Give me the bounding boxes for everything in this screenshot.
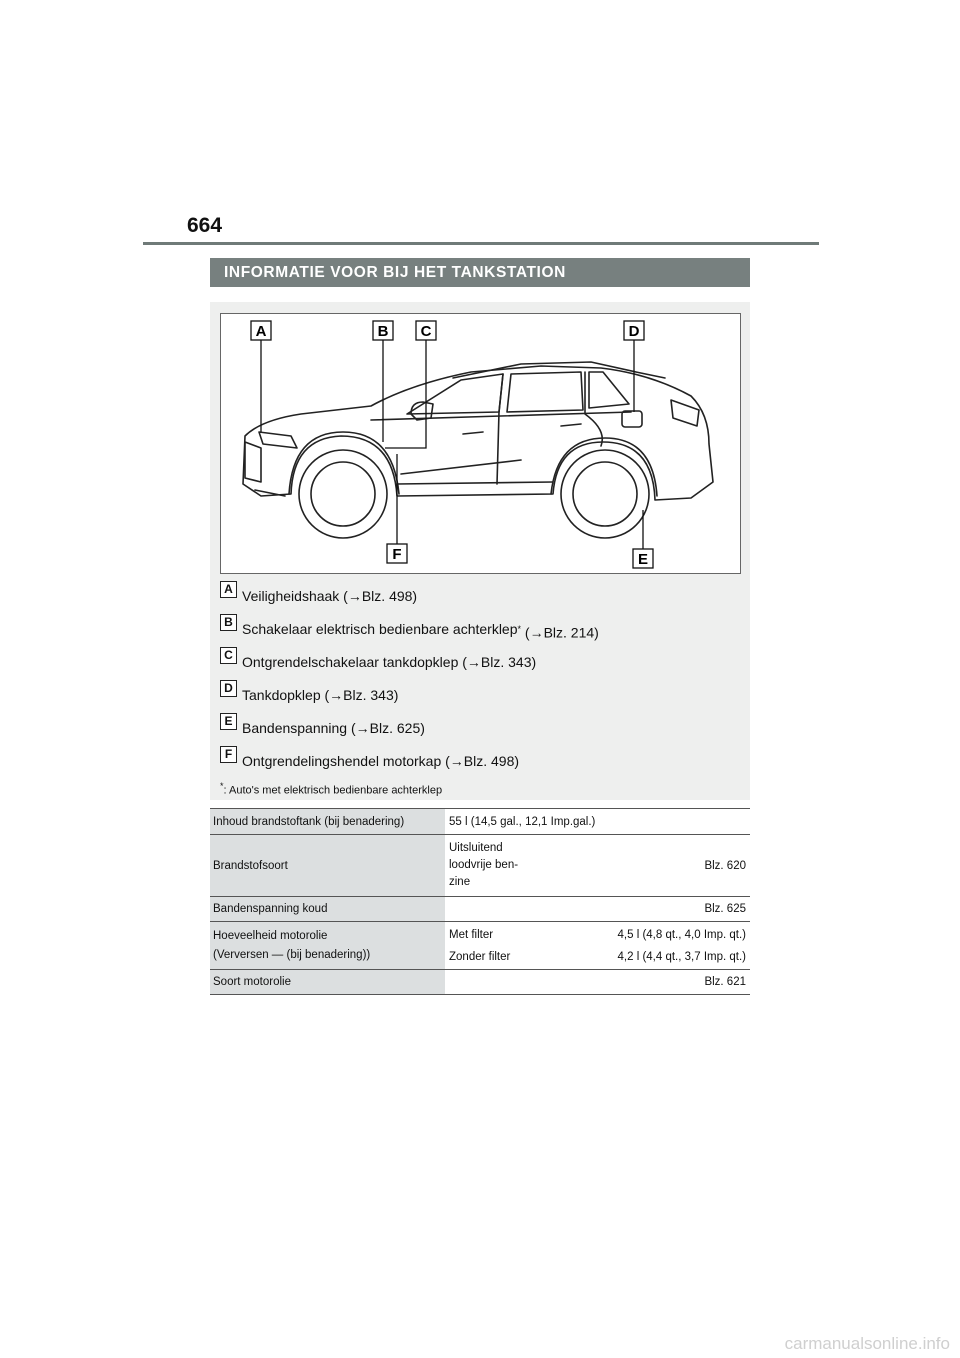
table-row-oil-type <box>210 970 750 995</box>
oil-capacity-label-line-1: Hoeveelheid motorolie <box>213 929 328 942</box>
section-title: INFORMATIE VOOR BIJ HET TANKSTATION <box>210 258 750 287</box>
watermark: carmanualsonline.info <box>784 1334 950 1353</box>
window-middle <box>507 372 583 412</box>
legend-item-e <box>220 714 425 738</box>
oil-type-label: Soort motorolie <box>210 970 445 995</box>
footnote-text: : Auto's met elektrisch bedienbare achterklep <box>223 784 443 797</box>
table-row-fuel-capacity <box>210 809 750 835</box>
page-number: 664 <box>187 214 223 237</box>
oil-capacity-label-line-2: (Verversen — (bij benadering)) <box>213 948 371 961</box>
legend-badge-b: B <box>220 614 237 631</box>
fuel-capacity-value: 55 l (14,5 gal., 12,1 Imp.gal.) <box>445 809 750 835</box>
rear-wheel-arch <box>551 438 657 496</box>
figure-label-d: D <box>628 323 640 340</box>
fuel-door <box>622 411 642 427</box>
table-row-fuel-type <box>210 835 750 897</box>
rear-wheel <box>561 450 649 538</box>
fuel-type-label: Brandstofsoort <box>210 835 445 897</box>
window-rear <box>589 372 629 408</box>
oil-capacity-label <box>210 922 445 970</box>
vehicle-illustration <box>220 313 741 574</box>
door-handle-rear <box>561 424 581 426</box>
footnote-marker: * <box>220 781 224 791</box>
legend-item-c <box>220 648 537 672</box>
figure-label-e: E <box>637 551 649 568</box>
fuel-type-line-3: zine <box>449 876 471 888</box>
tire-pressure-ref: Blz. 625 <box>445 897 750 922</box>
legend-text-e: Bandenspanning (→Blz. 625) <box>242 720 425 736</box>
legend-item-a <box>220 582 418 606</box>
figure-label-c: C <box>420 323 432 340</box>
leader-c <box>385 340 426 448</box>
figure-label-b: B <box>377 323 389 340</box>
fuel-info-table <box>210 808 750 995</box>
legend-item-f <box>220 747 520 771</box>
oil-capacity-cell <box>445 922 750 970</box>
taillight <box>671 400 699 426</box>
fuel-type-ref: Blz. 620 <box>704 859 746 872</box>
figure-label-a: A <box>255 323 267 340</box>
oil-with-filter <box>449 924 746 946</box>
door-line-rear <box>585 372 602 446</box>
grille <box>245 442 261 482</box>
side-crease <box>401 460 521 474</box>
top-rule <box>143 242 819 245</box>
rear-wheel-rim <box>573 462 637 526</box>
roof-rail <box>453 362 665 378</box>
oil-with-filter-label: Met filter <box>449 928 494 941</box>
fuel-type-line-2: loodvrije ben- <box>449 859 519 871</box>
tire-pressure-label: Bandenspanning koud <box>210 897 445 922</box>
legend-badge-d: D <box>220 680 237 697</box>
footnote <box>220 781 442 797</box>
legend-badge-f: F <box>220 746 237 763</box>
legend-text-f: Ontgrendelingshendel motorkap (→Blz. 498) <box>242 753 520 769</box>
legend-text-b: Schakelaar elektrisch bedienbare achterklep <box>242 621 518 637</box>
headlight <box>259 432 297 448</box>
oil-with-filter-value: 4,5 l (4,8 qt., 4,0 Imp. qt.) <box>617 928 746 941</box>
car-side-view <box>221 314 740 573</box>
door-handle-front <box>463 432 483 434</box>
table-row-oil-capacity <box>210 922 750 970</box>
rocker-panel <box>397 482 553 484</box>
fuel-capacity-label: Inhoud brandstoftank (bij benadering) <box>210 809 445 835</box>
legend-badge-e: E <box>220 713 237 730</box>
legend-text-c: Ontgrendelschakelaar tankdopklep (→Blz. 343) <box>242 654 537 670</box>
figure-label-f: F <box>392 546 402 563</box>
front-wheel-rim <box>311 462 375 526</box>
legend-badge-c: C <box>220 647 237 664</box>
oil-without-filter <box>449 946 746 968</box>
window-front <box>407 374 503 414</box>
fuel-type-cell <box>445 835 750 897</box>
legend-note-marker-b: * <box>517 624 522 634</box>
fuel-type-line-1: Uitsluitend <box>449 842 503 854</box>
table-row-tire-pressure <box>210 897 750 922</box>
oil-without-filter-label: Zonder filter <box>449 950 511 963</box>
legend-text-a: Veiligheidshaak (→Blz. 498) <box>242 588 418 604</box>
oil-type-ref: Blz. 621 <box>445 970 750 995</box>
front-wheel <box>299 450 387 538</box>
legend-text-d: Tankdopklep (→Blz. 343) <box>242 687 399 703</box>
legend-item-d <box>220 681 399 705</box>
oil-without-filter-value: 4,2 l (4,4 qt., 3,7 Imp. qt.) <box>617 950 746 963</box>
legend-item-b <box>220 615 599 641</box>
door-line-front <box>497 374 503 484</box>
legend-ref-b: (→Blz. 214) <box>521 624 599 641</box>
legend-badge-a: A <box>220 581 237 598</box>
